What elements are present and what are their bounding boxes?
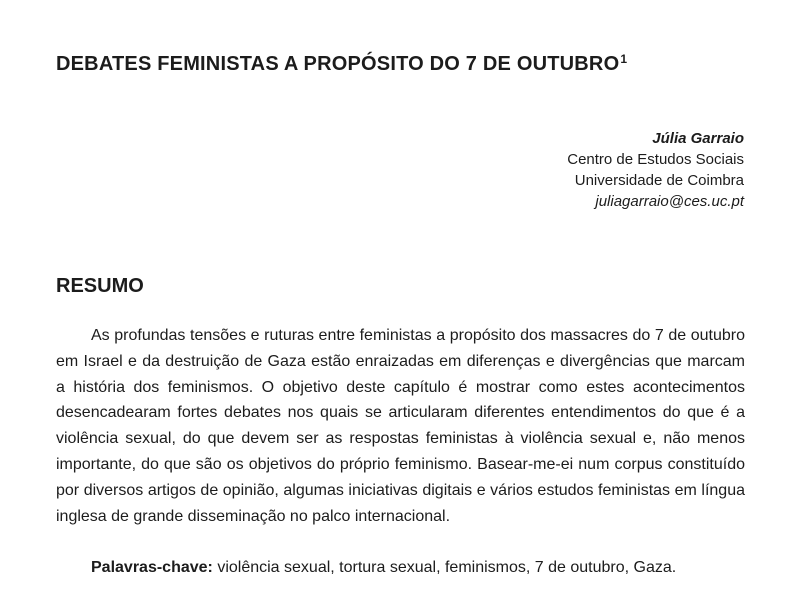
keywords-list: violência sexual, tortura sexual, feminismos, 7 de outubro, Gaza. xyxy=(217,559,677,576)
author-affiliation-university: Universidade de Coimbra xyxy=(574,172,744,189)
title-text: DEBATES FEMINISTAS A PROPÓSITO DO 7 DE OUTUBRO xyxy=(56,53,620,75)
author-email: juliagarraio@ces.uc.pt xyxy=(595,193,744,210)
document-title xyxy=(56,52,627,76)
footnote-marker[interactable]: 1 xyxy=(620,52,628,66)
author-block xyxy=(567,128,744,212)
section-heading-resumo: RESUMO xyxy=(56,275,144,297)
author-affiliation-center: Centro de Estudos Sociais xyxy=(567,151,744,168)
abstract-paragraph: As profundas tensões e ruturas entre feministas a propósito dos massacres do 7 de outubro em Israel e da destruição de Gaza estão enraizadas em diferenças e divergências que marcam a história dos feminismos. O objetivo deste capítulo é mostrar como estes acontecimentos desencadearam fortes debates nos quais se articularam diferentes entendimentos do que é a violência sexual, do que devem ser as respostas feministas à violência sexual e, não menos importante, do que são os objetivos do próprio feminismo. Basear-me-ei num corpus constituído por diversos artigos de opinião, algumas iniciativas digitais e vários estudos feministas em língua inglesa de grande disseminação no palco internacional. xyxy=(56,327,745,525)
keywords-label: Palavras-chave: xyxy=(91,559,213,576)
keywords-line xyxy=(91,557,676,579)
author-name: Júlia Garraio xyxy=(652,130,744,147)
